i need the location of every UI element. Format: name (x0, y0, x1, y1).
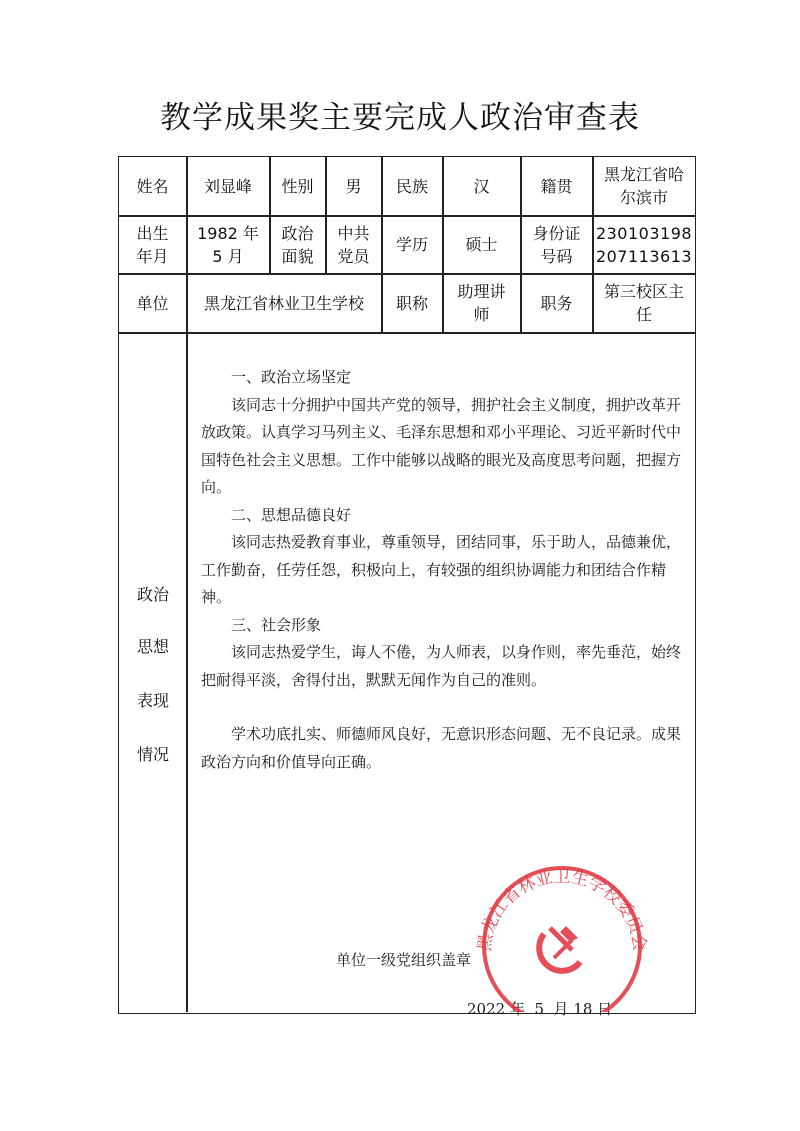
birth-value (187, 216, 269, 273)
origin-label (521, 157, 592, 215)
section-label-line-3: 表现 (136, 691, 169, 710)
section-label-line-4: 情况 (136, 745, 169, 764)
political-value (326, 216, 381, 273)
origin-value-line-1: 黑龙江省哈 (603, 165, 684, 184)
name-value (187, 157, 269, 215)
heading-3: 三、社会形象 (231, 615, 322, 634)
seal-caption: 单位一级党组织盖章 (336, 951, 472, 969)
edu-value (443, 216, 520, 273)
duty-value (593, 274, 695, 332)
unit-label (119, 274, 186, 332)
id-value-line-2: 207113613 (595, 246, 693, 266)
birth-label-line-1: 出生 (136, 223, 169, 243)
duty-value-line-2: 任 (635, 305, 652, 324)
section-label-line-2: 思想 (136, 637, 169, 656)
gender-label-text: 性别 (281, 176, 314, 196)
id-value (593, 216, 695, 273)
birth-label (119, 216, 186, 273)
political-value-line-1: 中共 (337, 223, 370, 243)
duty-label-text: 职务 (540, 293, 573, 313)
unit-label-text: 单位 (136, 293, 169, 313)
id-value-line-1: 230103198 (595, 223, 693, 243)
heading-1: 一、政治立场坚定 (231, 368, 352, 386)
political-label (270, 216, 325, 273)
official-seal (468, 862, 656, 1012)
party-emblem-icon (539, 926, 580, 971)
title-value-line-1: 助理讲 (457, 282, 506, 301)
sign-date: 2022 年 5 月 18 日 (467, 1000, 613, 1018)
section-content (201, 364, 687, 776)
section-label (119, 332, 187, 1010)
political-label-line-1: 政治 (281, 223, 314, 243)
heading-2: 二、思想品德良好 (231, 505, 352, 524)
duty-value-line-1: 第三校区主 (603, 282, 684, 301)
title-value (443, 274, 520, 332)
birth-value-line-2: 5 月 (212, 246, 244, 266)
gender-value-text: 男 (345, 176, 362, 196)
id-label-line-2: 号码 (540, 246, 573, 266)
political-value-line-2: 党员 (337, 246, 370, 266)
seal-text: 黑龙江省林业卫生学校委员会 (474, 867, 650, 953)
edu-value-text: 硕士 (465, 235, 498, 254)
gender-value (326, 157, 381, 215)
document-title: 教学成果奖主要完成人政治审查表 (160, 100, 640, 136)
title-label (382, 274, 442, 332)
title-value-line-2: 师 (473, 305, 490, 324)
paragraph-1: 该同志十分拥护中国共产党的领导，拥护社会主义制度，拥护改革开放政策。认真学习马列主义、毛泽东思想和邓小平理论、习近平新时代中国特色社会主义思想。工作中能够以战略的眼光及高度思考问题，把握方向。 (201, 395, 682, 496)
id-label (521, 216, 592, 273)
origin-value-line-2: 尔滨市 (619, 188, 668, 207)
paragraph-4: 学术功底扎实、师德师风良好，无意识形态问题、无不良记录。成果政治方向和价值导向正确。 (201, 725, 682, 771)
title-label-text: 职称 (395, 293, 428, 313)
name-label-text: 姓名 (136, 176, 169, 196)
ethnic-label (382, 157, 442, 215)
paragraph-3: 该同志热爱学生，诲人不倦，为人师表，以身作则，率先垂范，始终把耐得平淡，舍得付出，默默无闻作为自己的准则。 (201, 643, 682, 689)
id-label-line-1: 身份证 (532, 223, 581, 243)
duty-label (521, 274, 592, 332)
paragraph-2: 该同志热爱教育事业，尊重领导，团结同事，乐于助人，品德兼优，工作勤奋，任劳任怨，积极向上，有较强的组织协调能力和团结合作精神。 (201, 533, 682, 606)
unit-value-text: 黑龙江省林业卫生学校 (203, 293, 364, 313)
gender-label (270, 157, 325, 215)
section-label-line-1: 政治 (136, 585, 169, 604)
ethnic-value-text: 汉 (473, 176, 490, 196)
name-label (119, 157, 186, 215)
name-value-text: 刘显峰 (203, 176, 252, 196)
ethnic-label-text: 民族 (395, 176, 428, 196)
birth-label-line-2: 年月 (136, 246, 169, 266)
edu-label (382, 216, 442, 273)
edu-label-text: 学历 (395, 235, 428, 254)
spacer (201, 694, 687, 721)
birth-value-line-1: 1982 年 (197, 223, 259, 243)
unit-value (187, 274, 381, 332)
origin-value (593, 157, 695, 215)
ethnic-value (443, 157, 520, 215)
origin-label-text: 籍贯 (540, 176, 573, 196)
political-label-line-2: 面貌 (281, 246, 314, 266)
row-divider (119, 332, 695, 334)
